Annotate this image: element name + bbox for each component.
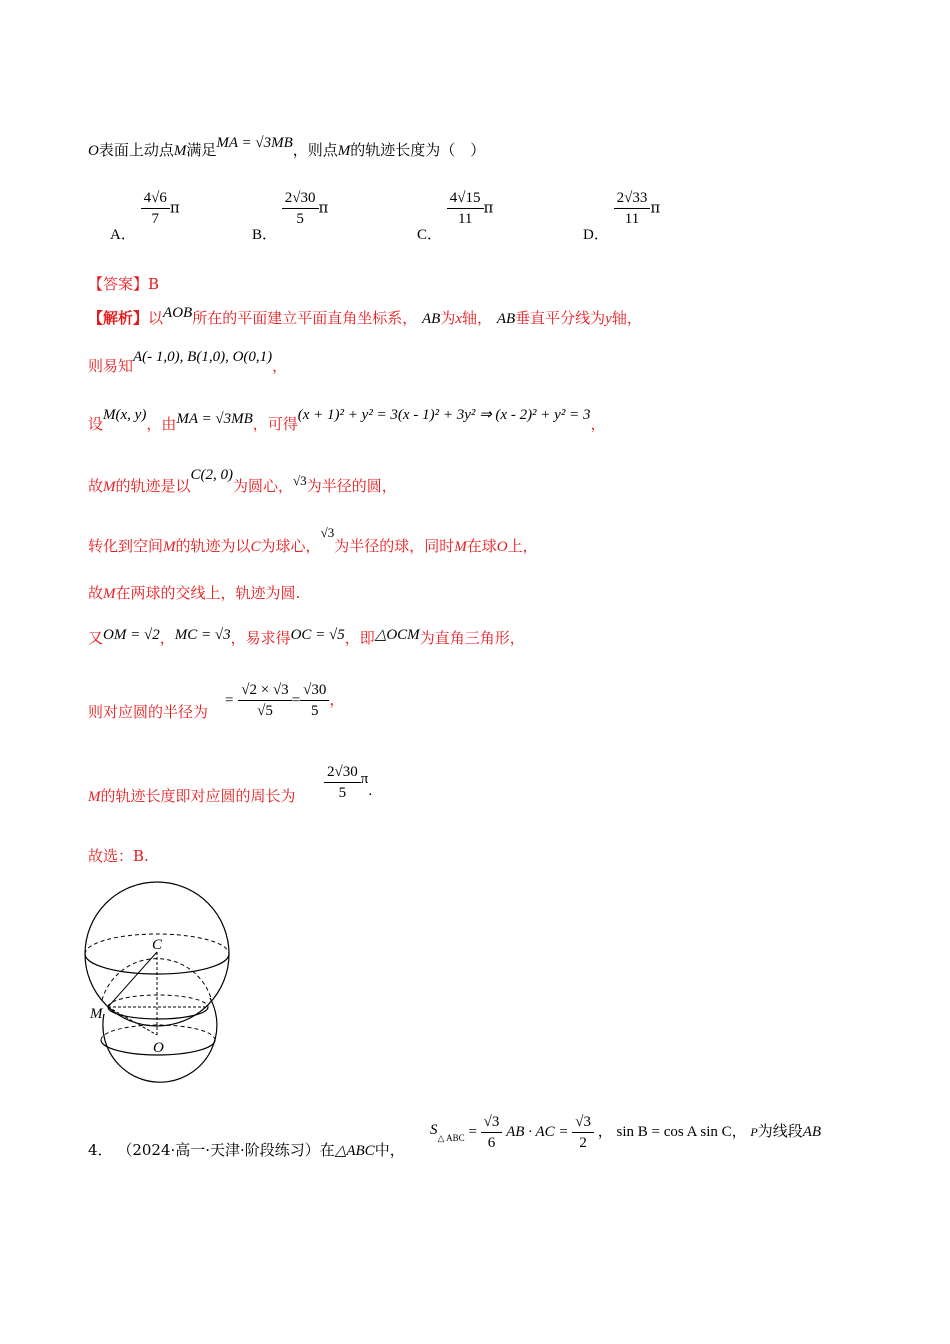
analysis-line-7: 又OM = √2，MC = √3，易求得OC = √5，即△OCM为直角三角形， [88, 627, 525, 647]
option-a: A． $\frac{4√6}{7}$ π [110, 190, 180, 243]
analysis-line-5: 转化到空间M的轨迹为以C为球心，√3为半径的球，同时M在球O上， [88, 525, 538, 555]
analysis-line-6: 故M在两球的交线上，轨迹为圆. [88, 584, 301, 602]
area-equation: $S_{\triangle ABC}$ = $\frac{√3}{6}$ AB · AC = $\frac{√3}{2}$ ， sin B = cos A sin C， P为线段AB [430, 1114, 822, 1151]
option-c: C． $\frac{4√15}{11}$ π [417, 190, 494, 243]
option-d: D． $\frac{2√33}{11}$ π [583, 190, 661, 243]
line-mo [108, 1007, 157, 1035]
small-equator-back [101, 1025, 215, 1040]
analysis-line-1: 【解析】以AOB所在的平面建立平面直角坐标系， AB为x轴， AB垂直平分线为y轴， [88, 305, 642, 327]
option-b: B． $\frac{2√30}{5}$ π [252, 190, 329, 243]
analysis-line-9: M的轨迹长度即对应圆的周长为 $\frac{2√30}{5}$ π. [88, 764, 373, 805]
next-question: 4． （2024·高一·天津·阶段练习）在△ABC中， [88, 1141, 405, 1159]
line-mc [108, 952, 157, 1007]
analysis-line-8: 则对应圆的半径为 = $\frac{√2 \times √3}{√5}$ = $\frac{√30}{5}$ ， [88, 682, 345, 721]
label-m: M [90, 1006, 103, 1022]
analysis-line-4: 故M的轨迹是以C(2, 0)为圆心，√3为半径的圆， [88, 467, 397, 495]
analysis-line-2: 则易知A(- 1,0), B(1,0), O(0,1)， [88, 349, 288, 375]
sphere-figure [80, 880, 240, 1095]
label-c: C [152, 937, 163, 953]
stem-equation: MA = √3MB [216, 135, 293, 151]
analysis-line-3: 设M(x, y)，由MA = √3MB，可得(x + 1)² + y² = 3(x - 1)² + 3y² ⇒ (x - 2)² + y² = 3， [88, 407, 606, 433]
analysis-line-10: 故选：B. [88, 847, 149, 865]
answer-label: 【答案】B [88, 275, 160, 293]
label-o: O [88, 143, 99, 159]
intersection-back [108, 995, 208, 1007]
question-stem: O表面上动点M满足MA = √3MB，则点M的轨迹长度为（ ） [88, 135, 486, 159]
label-o-fig: O [153, 1040, 164, 1056]
